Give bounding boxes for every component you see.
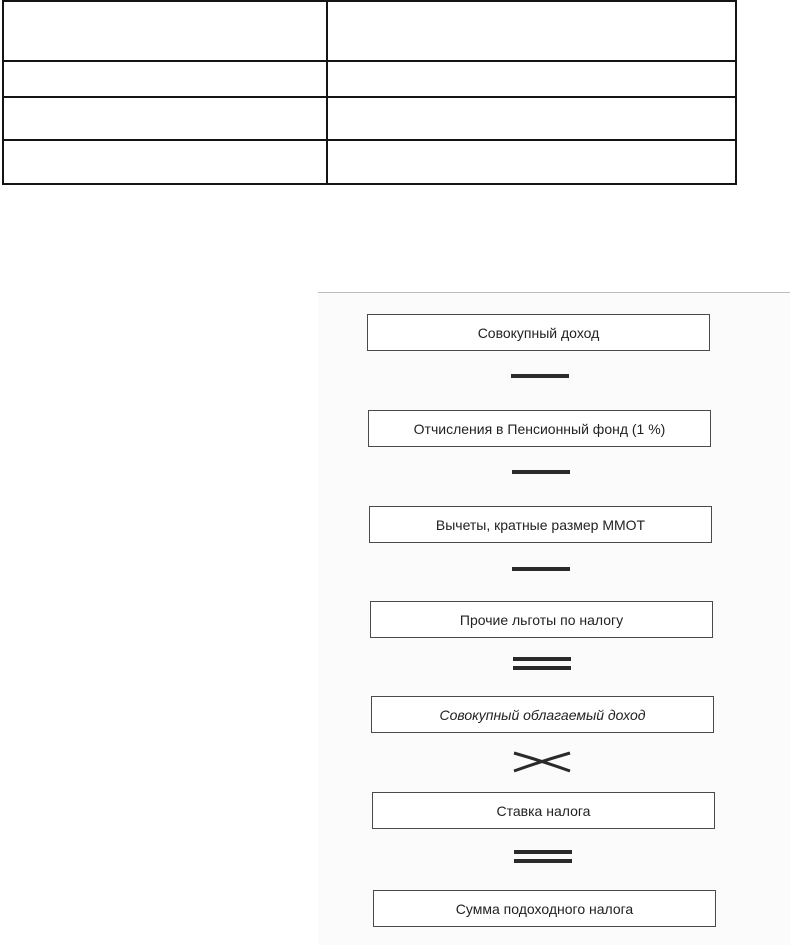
equals-operator xyxy=(514,850,572,864)
multiply-operator xyxy=(512,749,572,773)
minus-operator xyxy=(511,374,569,378)
table-cell xyxy=(3,61,327,97)
blank-table xyxy=(2,0,737,185)
equals-operator xyxy=(513,657,571,671)
step-box-income-tax-amount: Сумма подоходного налога xyxy=(373,890,716,927)
table-row xyxy=(3,140,736,184)
step-box-deductions: Вычеты, кратные размер ММОТ xyxy=(369,506,712,543)
table-cell xyxy=(3,97,327,140)
minus-operator xyxy=(512,470,570,474)
minus-operator xyxy=(512,567,570,571)
table-row xyxy=(3,61,736,97)
table-row xyxy=(3,97,736,140)
step-box-tax-rate: Ставка налога xyxy=(372,792,715,829)
table-row xyxy=(3,1,736,61)
step-box-taxable-income: Совокупный облагаемый доход xyxy=(371,696,714,733)
table-cell xyxy=(327,1,736,61)
step-box-other-benefits: Прочие льготы по налогу xyxy=(370,601,713,638)
table-cell xyxy=(327,61,736,97)
table-cell xyxy=(3,1,327,61)
step-box-pension-fund: Отчисления в Пенсионный фонд (1 %) xyxy=(368,410,711,447)
table-cell xyxy=(327,97,736,140)
tax-calculation-diagram xyxy=(318,292,790,945)
step-box-total-income: Совокупный доход xyxy=(367,314,710,351)
table-cell xyxy=(3,140,327,184)
table-cell xyxy=(327,140,736,184)
